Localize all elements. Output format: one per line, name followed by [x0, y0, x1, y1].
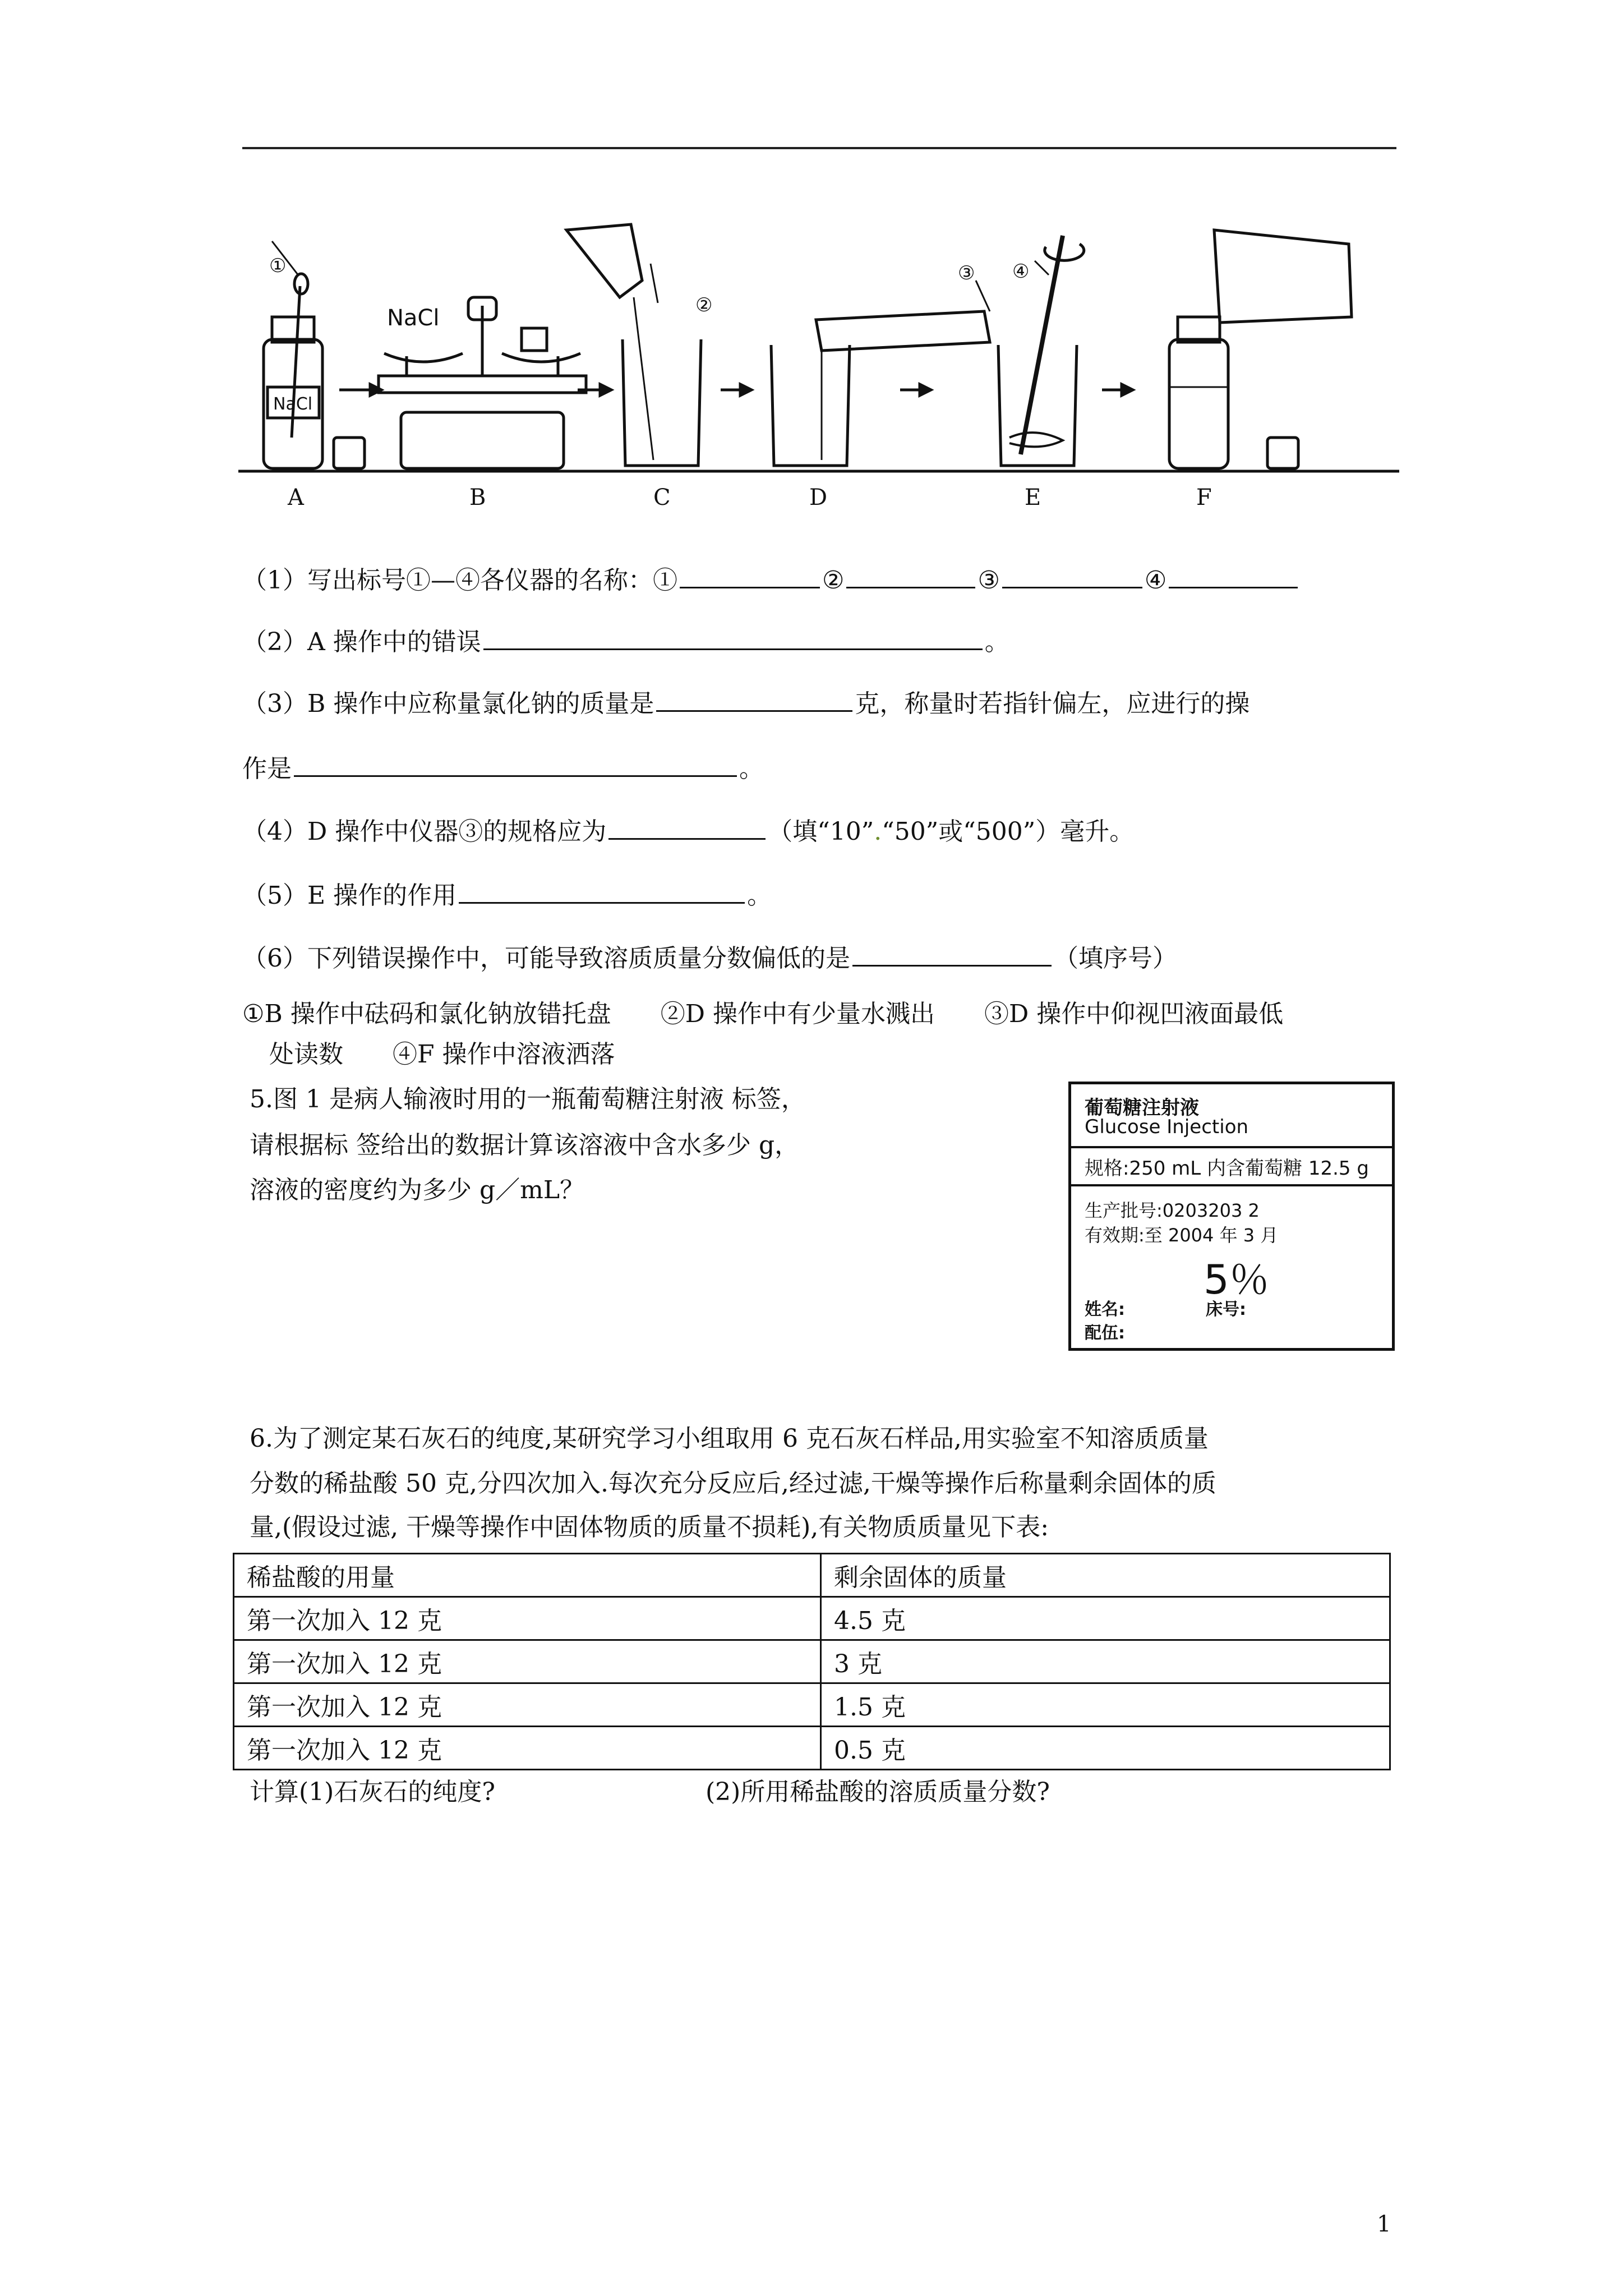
q4-options-line1: ①B 操作中砝码和氯化钠放错托盘 ②D 操作中有少量水溅出 ③D 操作中仰视凹液面最低	[242, 1000, 1284, 1028]
q4-part1: （1）写出标号①—④各仪器的名称：① ② ③ ④	[242, 562, 1300, 597]
q4-part2: （2）A 操作中的错误 。	[242, 624, 1009, 659]
label-title-en: Glucose Injection	[1085, 1116, 1249, 1138]
blank-balance-operation[interactable]	[294, 751, 737, 777]
label-name: 姓名:	[1085, 1300, 1125, 1319]
blank-nacl-mass[interactable]	[656, 685, 852, 712]
table-cell: 第一次加入 12 克	[234, 1640, 821, 1683]
label-divider-2	[1071, 1184, 1392, 1186]
arrow-4	[900, 384, 931, 395]
q6-calc-1: 计算(1)石灰石的纯度?	[250, 1778, 495, 1806]
label-spec: 规格:250 mL 内含葡萄糖 12.5 g	[1085, 1157, 1369, 1180]
table-cell: 3 克	[821, 1640, 1390, 1683]
label-batch: 生产批号:0203203 2	[1085, 1200, 1260, 1221]
header-rule	[242, 147, 1396, 149]
q4-part3a: （3）B 操作中应称量氯化钠的质量是 克，称量时若指针偏左，应进行的操	[242, 685, 1249, 721]
table-cell: 第一次加入 12 克	[234, 1597, 821, 1640]
q6-calc-2: (2)所用稀盐酸的溶质质量分数?	[706, 1778, 1050, 1806]
station-d	[771, 280, 990, 466]
table-header-row	[234, 1554, 1390, 1597]
page-number: 1	[1377, 2211, 1391, 2237]
table-cell: 4.5 克	[821, 1597, 1390, 1640]
marker-2: ②	[695, 294, 713, 316]
step-label-f: F	[1196, 485, 1212, 510]
label-mix: 配伍:	[1085, 1323, 1125, 1343]
q4-part6: （6）下列错误操作中，可能导致溶质质量分数偏低的是 （填序号）	[242, 940, 1177, 976]
table-row	[234, 1597, 1390, 1640]
q4-part3b: 作是 。	[242, 751, 764, 786]
q4-part4: （4）D 操作中仪器③的规格应为 （填“10”.“50”或“500”）毫升。	[242, 813, 1134, 849]
table-cell: 1.5 克	[821, 1683, 1390, 1727]
q6-line1: 6.为了测定某石灰石的纯度,某研究学习小组取用 6 克石灰石样品,用实验室不知溶质质量	[250, 1424, 1209, 1453]
experiment-figure	[238, 213, 1399, 527]
arrow-3	[721, 384, 751, 395]
step-label-c: C	[653, 485, 671, 510]
table-cell: 0.5 克	[821, 1727, 1390, 1770]
table-row	[234, 1640, 1390, 1683]
q6-line2: 分数的稀盐酸 50 克,分四次加入.每次充分反应后,经过滤,干燥等操作后称量剩余固体的质	[250, 1469, 1216, 1498]
q4-part5: （5）E 操作的作用 。	[242, 877, 772, 913]
table-cell: 第一次加入 12 克	[234, 1727, 821, 1770]
station-c	[566, 224, 701, 466]
nacl-balance-label: NaCl	[387, 305, 440, 331]
blank-instrument-1[interactable]	[680, 562, 820, 588]
step-label-e: E	[1025, 485, 1041, 510]
q5-line1: 5.图 1 是病人输液时用的一瓶葡萄糖注射液 标签，	[250, 1085, 806, 1114]
table-row	[234, 1727, 1390, 1770]
q6-line3: 量,(假设过滤, 干燥等操作中固体物质的质量不损耗),有关物质质量见下表:	[250, 1513, 1049, 1542]
arrow-5	[1102, 384, 1133, 395]
table-cell: 第一次加入 12 克	[234, 1683, 821, 1727]
label-title-cn: 葡萄糖注射液	[1085, 1097, 1199, 1119]
q5-line2: 请根据标 签给出的数据计算该溶液中含水多少 g，	[250, 1131, 800, 1159]
label-divider	[1071, 1146, 1392, 1148]
marker-1: ①	[269, 255, 287, 277]
nacl-bottle-label: NaCl	[273, 394, 313, 414]
blank-instrument-4[interactable]	[1169, 562, 1298, 588]
blank-error-choice[interactable]	[852, 940, 1052, 967]
blank-a-error[interactable]	[483, 624, 983, 650]
q6-data-table	[233, 1553, 1391, 1770]
blank-instrument-2[interactable]	[846, 562, 975, 588]
station-f	[1169, 230, 1352, 468]
table-row	[234, 1683, 1390, 1727]
blank-e-purpose[interactable]	[459, 877, 745, 904]
table-header-acid: 稀盐酸的用量	[234, 1554, 821, 1597]
station-e	[998, 236, 1084, 466]
label-percent: 5％	[1204, 1256, 1270, 1303]
glucose-injection-label	[1068, 1082, 1395, 1351]
step-label-d: D	[809, 485, 828, 510]
experiment-illustration	[238, 213, 1399, 527]
q4-options-line2: 处读数 ④F 操作中溶液洒落	[269, 1040, 615, 1069]
step-label-b: B	[469, 485, 486, 510]
step-label-a: A	[288, 485, 304, 510]
blank-instrument-3[interactable]	[1002, 562, 1142, 588]
label-expiry: 有效期:至 2004 年 3 月	[1085, 1225, 1279, 1246]
blank-cylinder-spec[interactable]	[608, 813, 766, 840]
q5-line3: 溶液的密度约为多少 g／mL？	[250, 1176, 585, 1204]
label-bed: 床号:	[1206, 1300, 1246, 1319]
marker-4: ④	[1012, 260, 1030, 283]
table-header-solid: 剩余固体的质量	[821, 1554, 1390, 1597]
marker-3: ③	[958, 262, 975, 284]
arrow-1	[339, 384, 381, 395]
